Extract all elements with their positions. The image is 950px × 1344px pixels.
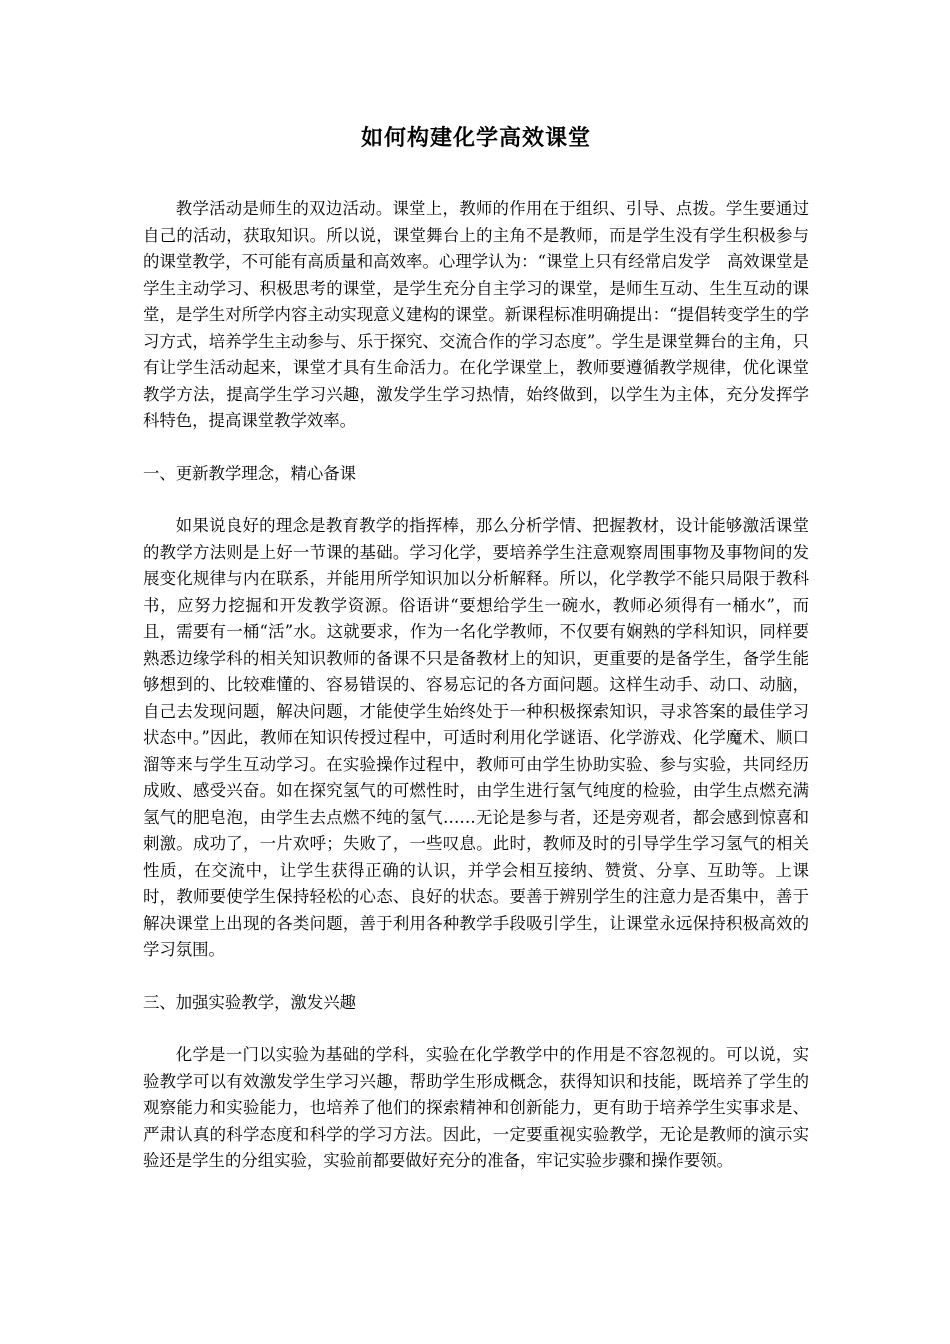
spacer [143,158,809,196]
paragraph-intro: 教学活动是师生的双边活动。课堂上，教师的作用在于组织、引导、点拨。学生要通过自己的活动，获取知识。所以说，课堂舞台上的主角不是教师，而是学生没有学生积极参与的课堂教学，不可能有高质量和高效率。心理学认为：“课堂上只有经常启发学 高效课堂是学生主动学习、积极思考的课堂，是学生充分自主学习的课堂，是师生互动、生生互动的课堂，是学生对所学内容主动实现意义建构的课堂。新课程标准明确提出：“提倡转变学生的学习方式，培养学生主动参与、乐于探究、交流合作的学习态度”。学生是课堂舞台的主角，只有让学生活动起来，课堂才具有生命活力。在化学课堂上，教师要遵循教学规律，优化课堂教学方法，提高学生学习兴趣，激发学生学习热情，始终做到，以学生为主体，充分发挥学科特色，提高课堂教学效率。 [143,199,809,430]
spacer [143,487,809,513]
spacer [143,964,809,990]
paragraph-section-1: 如果说良好的理念是教育教学的指挥棒，那么分析学情、把握教材，设计能够激活课堂的教学方法则是上好一节课的基础。学习化学，要培养学生注意观察周围事物及事物间的发展变化规律与内在联系，并能用所学知识加以分析解释。所以，化学教学不能只局限于教科书，应努力挖掘和开发教学资源。俗语讲“要想给学生一碗水，教师必须得有一桶水”，而且，需要有一桶“活”水。这就要求，作为一名化学教师，不仅要有娴熟的学科知识，同样要熟悉边缘学科的相关知识教师的备课不只是备教材上的知识，更重要的是备学生，备学生能够想到的、比较难懂的、容易错误的、容易忘记的各方面问题。这样生动手、动口、动脑，自己去发现问题，解决问题，才能使学生始终处于一种积极探索知识，寻求答案的最佳学习状态中。”因此，教师在知识传授过程中，可适时利用化学谜语、化学游戏、化学魔术、顺口溜等来与学生互动学习。在实验操作过程中，教师可由学生协助实验、参与实验，共同经历成败、感受兴奋。如在探究氢气的可燃性时，由学生进行氢气纯度的检验，由学生点燃充满氢气的肥皂泡，由学生去点燃不纯的氢气……无论是参与者，还是旁观者，都会感到惊喜和刺激。成功了，一片欢呼；失败了，一些叹息。此时，教师及时的引导学生学习氢气的相关性质，在交流中，让学生获得正确的认识，并学会相互接纳、赞赏、分享、互助等。上课时，教师要使学生保持轻松的心态、良好的状态。要善于辨别学生的注意力是否集中，善于解决课堂上出现的各类问题，善于利用各种教学手段吸引学生，让课堂永远保持积极高效的学习氛围。 [143,516,809,959]
document-title: 如何构建化学高效课堂 [360,125,591,151]
spacer [143,1016,809,1042]
spacer [143,435,809,461]
document-body [143,118,809,1175]
section-heading-3: 三、加强实验教学，激发兴趣 [143,992,357,1012]
paragraph-section-3: 化学是一门以实验为基础的学科，实验在化学教学中的作用是不容忽视的。可以说，实验教学可以有效激发学生学习兴趣，帮助学生形成概念，获得知识和技能，既培养了学生的观察能力和实验能力，也培养了他们的探索精神和创新能力，更有助于培养学生实事求是、严肃认真的科学态度和科学的学习方法。因此，一定要重视实验教学，无论是教师的演示实验还是学生的分组实验，实验前都要做好充分的准备，牢记实验步骤和操作要领。 [143,1045,809,1170]
section-heading-1: 一、更新教学理念，精心备课 [143,463,357,483]
